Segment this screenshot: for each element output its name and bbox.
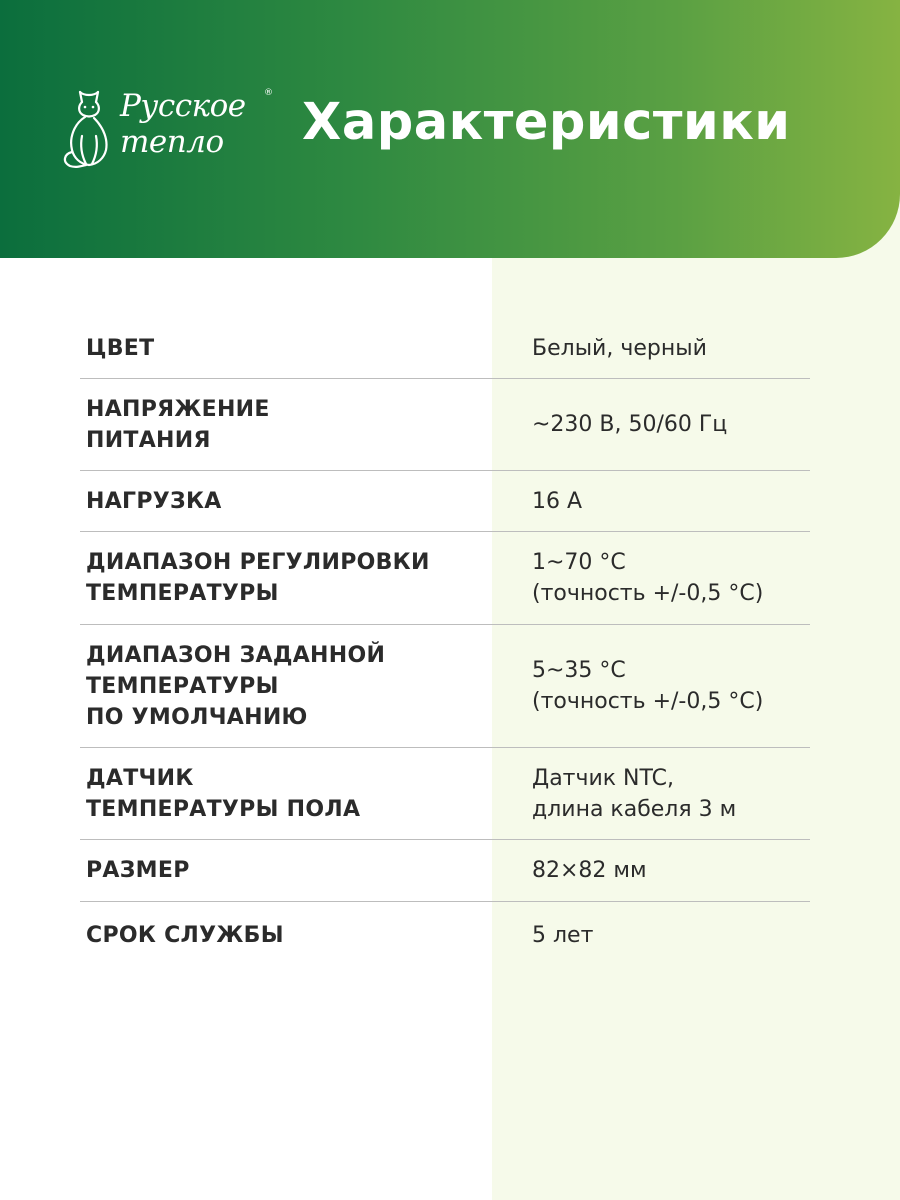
spec-value: 82×82 мм — [532, 858, 647, 883]
brand-wordmark — [120, 88, 246, 160]
spec-label: ЦВЕТ — [86, 335, 155, 361]
spec-row-default-range — [80, 625, 810, 748]
brand-logo — [60, 86, 275, 176]
spec-label: СРОК СЛУЖБЫ — [86, 922, 284, 948]
spec-value: 1~70 °C (точность +/-0,5 °C) — [532, 550, 764, 606]
spec-row-size — [80, 840, 810, 902]
spec-label: ДИАПАЗОН ЗАДАННОЙ ТЕМПЕРАТУРЫ ПО УМОЛЧАНИЮ — [86, 642, 386, 730]
specs-table — [80, 318, 810, 968]
spec-row-service-life — [80, 902, 810, 968]
spec-row-floor-sensor — [80, 748, 810, 840]
registered-mark: ® — [264, 88, 273, 98]
brand-name-line1: Русское — [120, 88, 246, 124]
cat-icon — [60, 86, 118, 172]
spec-value: 5~35 °C (точность +/-0,5 °C) — [532, 658, 764, 714]
spec-row-color — [80, 318, 810, 379]
header-banner — [0, 0, 900, 258]
spec-label: НАПРЯЖЕНИЕ ПИТАНИЯ — [86, 396, 270, 453]
spec-row-regulation-range — [80, 532, 810, 625]
spec-label: ДИАПАЗОН РЕГУЛИРОВКИ ТЕМПЕРАТУРЫ — [86, 550, 430, 606]
spec-value: Датчик NTC, длина кабеля 3 м — [532, 765, 737, 822]
spec-label: ДАТЧИК ТЕМПЕРАТУРЫ ПОЛА — [86, 765, 361, 822]
brand-name-line2: тепло — [120, 124, 224, 160]
spec-value: Белый, черный — [532, 335, 707, 361]
spec-row-voltage — [80, 379, 810, 471]
spec-value: 16 А — [532, 488, 583, 514]
page-title: Характеристики — [302, 93, 791, 152]
spec-label: НАГРУЗКА — [86, 488, 222, 514]
spec-row-load — [80, 471, 810, 532]
spec-label: РАЗМЕР — [86, 858, 190, 883]
spec-value: 5 лет — [532, 922, 594, 948]
spec-value: ~230 В, 50/60 Гц — [532, 412, 728, 437]
